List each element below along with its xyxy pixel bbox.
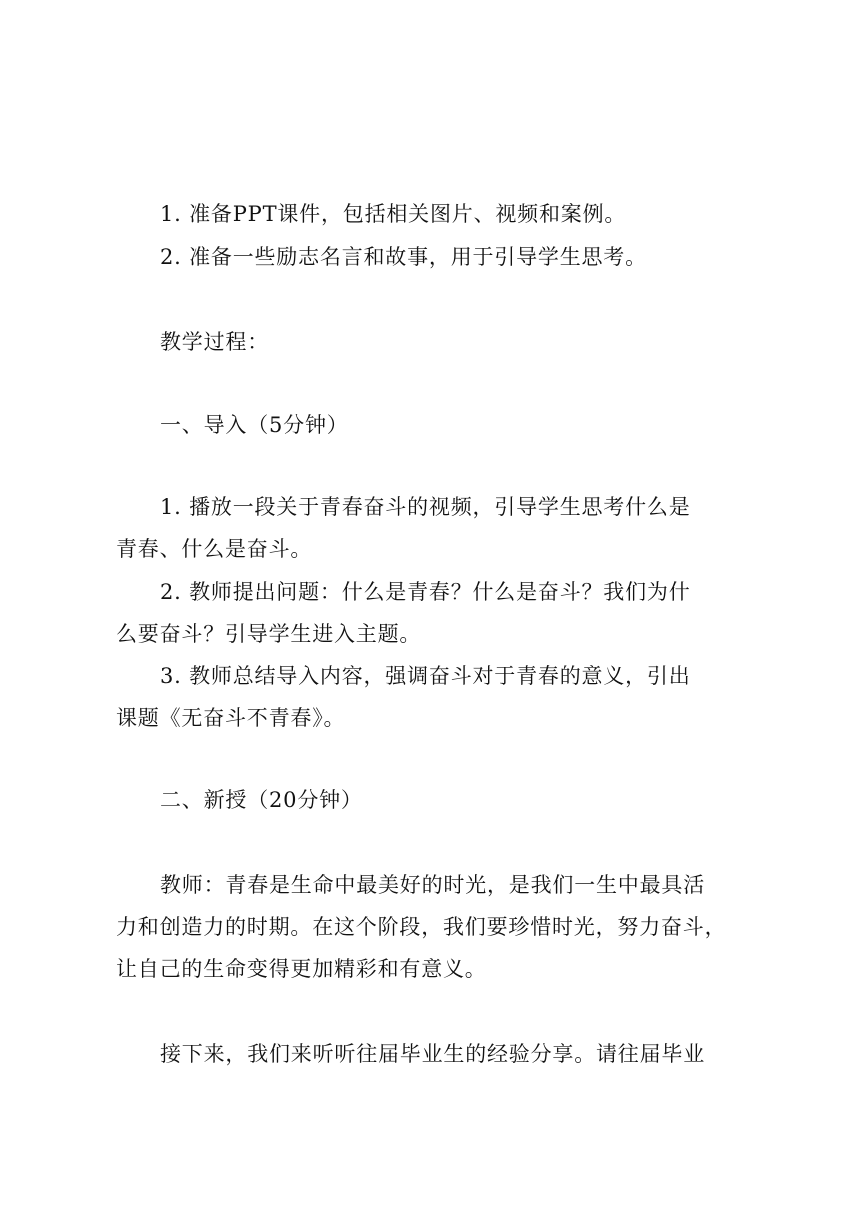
intro-step-3: 3. 教师总结导入内容，强调奋斗对于青春的意义，引出 [160, 664, 691, 688]
section-heading-new-lesson: 二、新授（20分钟） [160, 788, 363, 812]
section-heading-teaching-process: 教学过程： [160, 330, 269, 354]
prep-item-1: 1. 准备PPT课件，包括相关图片、视频和案例。 [160, 202, 627, 226]
prep-item-2: 2. 准备一些励志名言和故事，用于引导学生思考。 [160, 245, 647, 269]
teacher-paragraph-line-2: 力和创造力的时期。在这个阶段，我们要珍惜时光，努力奋斗， [116, 915, 727, 939]
section-heading-intro: 一、导入（5分钟） [160, 413, 349, 437]
intro-step-1-cont: 青春、什么是奋斗。 [116, 537, 313, 561]
next-paragraph-line-1: 接下来，我们来听听往届毕业生的经验分享。请往届毕业 [160, 1042, 705, 1066]
intro-step-2: 2. 教师提出问题：什么是青春？什么是奋斗？我们为什 [160, 580, 691, 604]
intro-step-1: 1. 播放一段关于青春奋斗的视频，引导学生思考什么是 [160, 495, 691, 519]
intro-step-3-cont: 课题《无奋斗不青春》。 [116, 706, 346, 730]
intro-step-2-cont: 么要奋斗？引导学生进入主题。 [116, 622, 422, 646]
teacher-paragraph-line-3: 让自己的生命变得更加精彩和有意义。 [116, 957, 487, 981]
teacher-paragraph-line-1: 教师：青春是生命中最美好的时光，是我们一生中最具活 [160, 873, 705, 897]
